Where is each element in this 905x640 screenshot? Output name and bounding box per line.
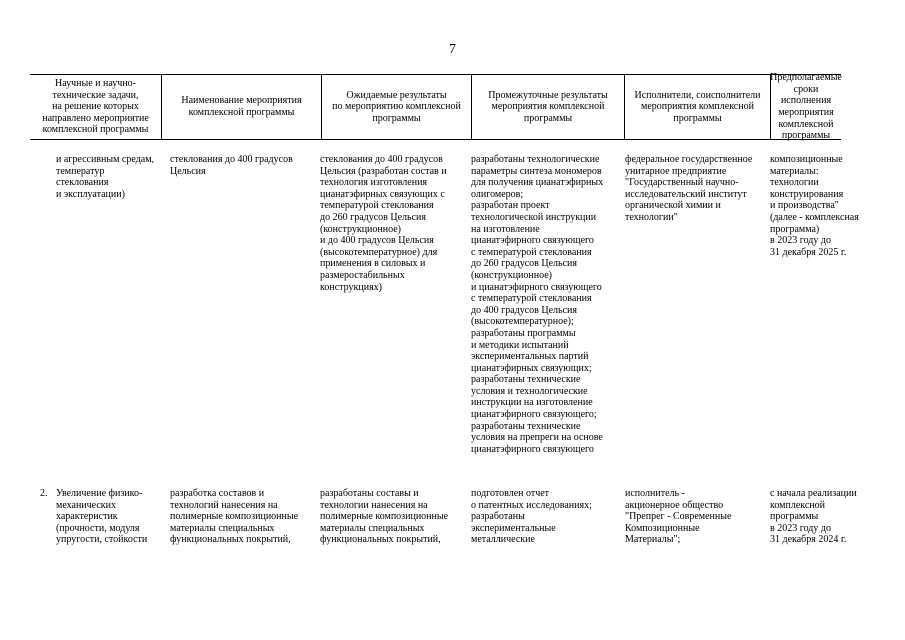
- header-cell-intermediate-results: Промежуточные результаты мероприятия комплексной программы: [471, 75, 624, 139]
- header-cell-tasks: Научные и научно- технические задачи, на решение которых направлено мероприятие комплексной программы: [42, 78, 149, 136]
- cell-executors: федеральное государственное унитарное предприятие "Государственный научно- исследовательский институт органической химии и технологии": [625, 154, 753, 223]
- cell-event-name: разработка составов и технологий нанесения на полимерные композиционные материалы специальных функциональных покрытий,: [170, 488, 299, 546]
- cell-deadlines: с начала реализации комплексной программы в 2023 году до 31 декабря 2024 г.: [770, 488, 857, 546]
- table-header: [30, 74, 841, 140]
- cell-intermediate-results: подготовлен отчет о патентных исследованиях; разработаны экспериментальные металлические: [471, 488, 592, 546]
- header-cell-expected-results: Ожидаемые результаты по мероприятию комплексной программы: [321, 75, 471, 139]
- page-number: 7: [449, 42, 456, 57]
- cell-expected-results: разработаны составы и технологии нанесения на полимерные композиционные материалы специальных функциональных покрытий,: [320, 488, 449, 546]
- header-cell-executors: Исполнители, соисполнители мероприятия комплексной программы: [624, 75, 770, 139]
- cell-deadlines: композиционные материалы: технологии конструирования и производства" (далее - комплексная программа) в 2023 году до 31 декабря 2025 г.: [770, 154, 859, 258]
- row-number: 2.: [40, 488, 48, 499]
- cell-tasks: и агрессивным средам, температур стеклования и эксплуатации): [56, 154, 155, 200]
- cell-expected-results: стеклования до 400 градусов Цельсия (разработан состав и технология изготовления цианатэфирных связующих с температурой стеклования до 260 градусов Цельсия (конструкционное) и до 400 градусов Цельсия (высокотемпературное) для применения в силовых и размеростабильных конструкциях): [320, 154, 447, 293]
- cell-intermediate-results: разработаны технологические параметры синтеза мономеров для получения цианатэфирных олигомеров; разработан проект технологической инструкции на изготовление цианатэфирного связующего с температурой стеклования до 260 градусов Цельсия (конструкционное) и цианатэфирного связующего с температурой стеклования до 400 градусов Цельсия (высокотемпературное); разработаны программы и методики испытаний экспериментальных партий цианатэфирных связующих; разработаны технические условия и технологические инструкции на изготовление цианатэфирного связующего; разработаны технические условия на препреги на основе цианатэфирного связующего: [471, 154, 604, 455]
- header-cell-deadlines: Предполагаемые сроки исполнения мероприятия комплексной программы: [770, 72, 842, 142]
- cell-event-name: стеклования до 400 градусов Цельсия: [170, 154, 293, 177]
- header-cell-event-name: Наименование мероприятия комплексной программы: [161, 75, 321, 139]
- cell-executors: исполнитель - акционерное общество "Препрег - Современные Композиционные Материалы";: [625, 488, 732, 546]
- cell-tasks: Увеличение физико- механических характеристик (прочности, модуля упругости, стойкости: [56, 488, 148, 546]
